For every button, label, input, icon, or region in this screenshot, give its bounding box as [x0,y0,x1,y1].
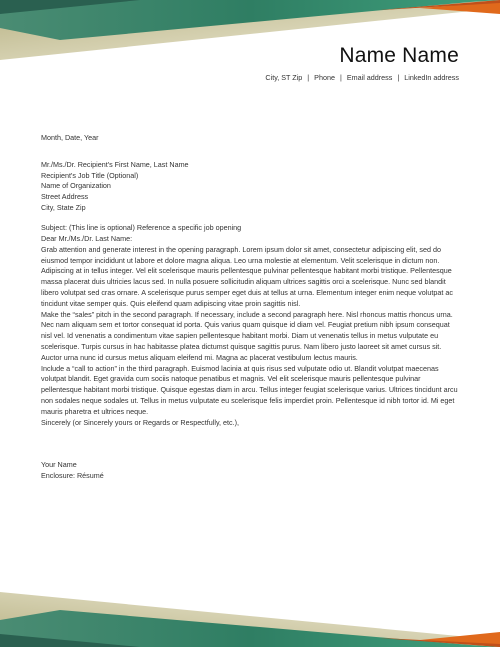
contact-linkedin: LinkedIn address [404,73,459,82]
paragraph-call-to-action: Include a “call to action” in the third paragraph. Euismod lacinia at quis risus sed vulputate odio ut. Blandit volutpat maecenas volutpat blandit. Eget gravida cum sociis natoque penatibus et magnis. Vel elit scelerisque mauris pellentesque pulvinar pellentesque habitant morbi tristique. Quisque egestas diam in arcu. Tellus integer feugiat scelerisque varius. Ultrices tincidunt arcu non sodales neque sodales ut. Tellus in metus vulputate eu scelerisque felis imperdiet proin. Pellentesque id nibh tortor id. Mi eget mauris pharetra et ultrices neque. [41,363,458,416]
letterhead [265,44,459,82]
separator: | [397,73,400,82]
contact-city: City, ST Zip [265,73,303,82]
paragraph-pitch: Make the “sales” pitch in the second paragraph. If necessary, include a second paragraph here. Nisl rhoncus mattis rhoncus urna. Nec nam aliquam sem et tortor consequat id porta. Quis varius quam quisque id diam vel. Feugiat pretium nibh ipsum consequat nisl vel. Id venenatis a condimentum vitae sapien pellentesque habitant morbi. Diam ut venenatis tellus in metus vulputate eu scelerisque. Turpis cursus in hac habitasse platea dictumst quisque sagittis purus. Nam libero justo laoreet sit amet cursus sit. Auctor urna nunc id cursus metus aliquam eleifend mi. Magna ac placerat vestibulum lectus mauris. [41,309,453,362]
letter-date: Month, Date, Year [41,133,99,142]
contact-email: Email address [346,73,393,82]
separator: | [307,73,310,82]
bottom-decorative-banner [0,592,500,647]
contact-line [265,73,459,82]
recipient-line: Mr./Ms./Dr. Recipient's First Name, Last Name [41,159,189,169]
signature-name: Your Name [41,460,77,470]
recipient-line: City, State Zip [41,202,86,212]
subject-line: Subject: (This line is optional) Reference a specific job opening [41,223,242,233]
recipient-line: Name of Organization [41,181,111,191]
recipient-line: Street Address [41,192,89,202]
paragraph-opening: Grab attention and generate interest in the opening paragraph. Lorem ipsum dolor sit amet, consectetur adipiscing elit, sed do eiusmod tempor incididunt ut labore et dolore magna aliqua. Leo urna molestie at elementum. Velit scelerisque in dictum non. Adipiscing at in tellus integer. Vel elit scelerisque mauris pellentesque pulvinar pellentesque habitant morbi tristique. Pellentesque massa placerat duis ultricies lacus sed. In nulla posuere sollicitudin aliquam ultrices sagittis orci a scelerisque. Nunc sed blandit libero volutpat sed cras ornare. A scelerisque purus semper eget duis at tellus at urna. Elementum integer enim neque volutpat ac tincidunt vitae semper quis. Quis eleifend quam adipiscing vitae proin sagittis nisl. [41,244,453,308]
letter-body [41,133,461,482]
enclosure: Enclosure: Résumé [41,471,104,481]
closing: Sincerely (or Sincerely yours or Regards or Respectfully, etc.), [41,417,239,427]
recipient-address [41,160,461,214]
separator: | [339,73,342,82]
salutation: Dear Mr./Ms./Dr. Last Name: [41,234,133,244]
sender-name: Name Name [339,44,459,67]
recipient-line: Recipient's Job Title (Optional) [41,170,139,180]
contact-phone: Phone [314,73,335,82]
